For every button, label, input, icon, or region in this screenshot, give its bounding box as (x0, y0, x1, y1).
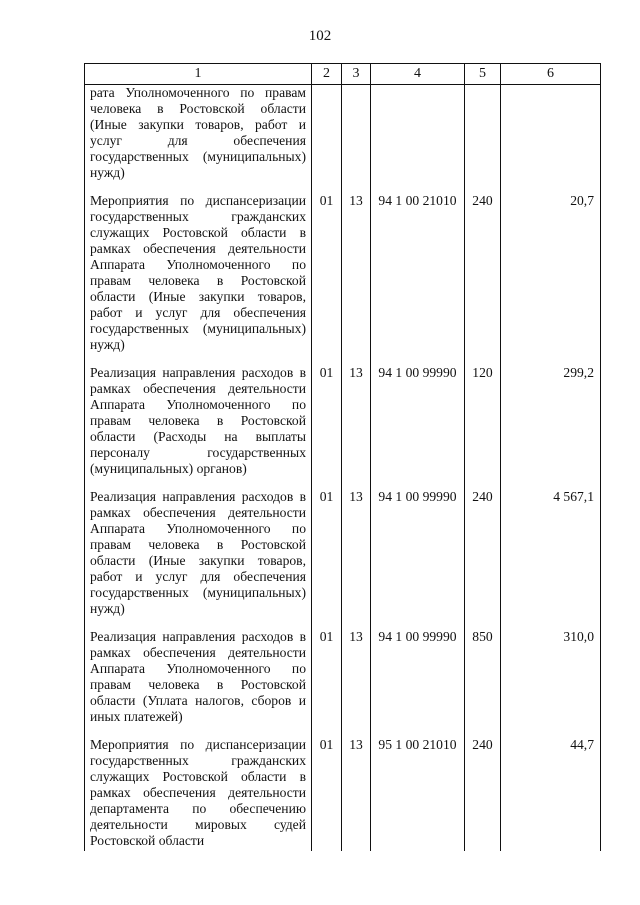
row-expense-type: 240 (465, 735, 501, 851)
budget-table (84, 63, 601, 851)
row-description: Реализация направления расходов в рамках обеспечения деятельности Аппарата Уполномоченного по правам человека в Ростовской области (Иные закупки товаров, работ и услуг для обеспечения государственных (муниципальных) нужд) (85, 487, 312, 627)
page-number: 102 (308, 28, 332, 44)
column-header-2: 2 (312, 64, 342, 85)
row-expense-type: 240 (465, 191, 501, 363)
row-target-code: 95 1 00 21010 (371, 735, 465, 851)
row-expense-type: 240 (465, 487, 501, 627)
row-description: Реализация направления расходов в рамках обеспечения деятельности Аппарата Уполномоченного по правам человека в Ростовской области (Уплата налогов, сборов и иных платежей) (85, 627, 312, 735)
table-row (85, 85, 601, 192)
table-row (85, 363, 601, 487)
row-subsection-code: 13 (342, 487, 371, 627)
row-subsection-code: 13 (342, 363, 371, 487)
row-description: Реализация направления расходов в рамках обеспечения деятельности Аппарата Уполномоченного по правам человека в Ростовской области (Расходы на выплаты персоналу государственных (муниципальных) органов) (85, 363, 312, 487)
row-amount: 20,7 (501, 191, 601, 363)
row-amount: 4 567,1 (501, 487, 601, 627)
row-section-code: 01 (312, 363, 342, 487)
row-section-code: 01 (312, 627, 342, 735)
table-header-row (85, 64, 601, 85)
column-header-5: 5 (465, 64, 501, 85)
row-expense-type: 850 (465, 627, 501, 735)
column-header-4: 4 (371, 64, 465, 85)
row-expense-type: 120 (465, 363, 501, 487)
table-row (85, 487, 601, 627)
table-row (85, 735, 601, 851)
row-section-code: 01 (312, 487, 342, 627)
row-amount: 299,2 (501, 363, 601, 487)
row-expense-type (465, 85, 501, 192)
row-target-code: 94 1 00 99990 (371, 627, 465, 735)
row-section-code: 01 (312, 735, 342, 851)
table-row (85, 191, 601, 363)
row-target-code (371, 85, 465, 192)
row-subsection-code: 13 (342, 735, 371, 851)
row-description: Мероприятия по диспансеризации государственных гражданских служащих Ростовской области в рамках обеспечения деятельности департамента по обеспечению деятельности мировых судей Ростовской области (85, 735, 312, 851)
row-amount (501, 85, 601, 192)
row-amount: 310,0 (501, 627, 601, 735)
row-description: Мероприятия по диспансеризации государственных гражданских служащих Ростовской области в рамках обеспечения деятельности Аппарата Уполномоченного по правам человека в Ростовской области (Иные закупки товаров, работ и услуг для обеспечения государственных (муниципальных) нужд) (85, 191, 312, 363)
row-section-code: 01 (312, 191, 342, 363)
row-description: рата Уполномоченного по правам человека в Ростовской области (Иные закупки товаров, работ и услуг для обеспечения государственных (муниципальных) нужд) (85, 85, 312, 192)
column-header-3: 3 (342, 64, 371, 85)
row-subsection-code: 13 (342, 627, 371, 735)
row-subsection-code (342, 85, 371, 192)
column-header-6: 6 (501, 64, 601, 85)
row-target-code: 94 1 00 99990 (371, 363, 465, 487)
row-target-code: 94 1 00 21010 (371, 191, 465, 363)
row-amount: 44,7 (501, 735, 601, 851)
row-section-code (312, 85, 342, 192)
row-target-code: 94 1 00 99990 (371, 487, 465, 627)
row-subsection-code: 13 (342, 191, 371, 363)
table-row (85, 627, 601, 735)
column-header-1: 1 (85, 64, 312, 85)
